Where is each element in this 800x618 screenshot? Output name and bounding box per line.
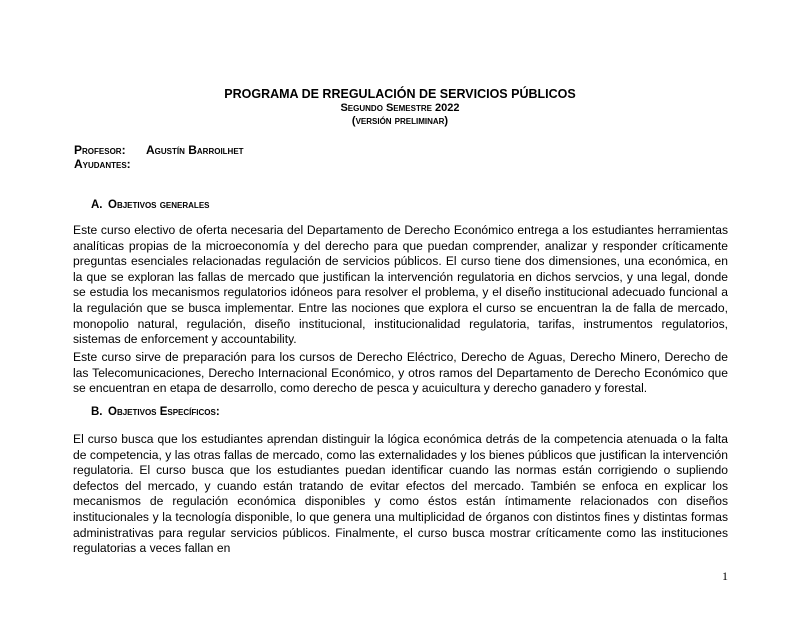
- section-a-title: Objetivos generales: [108, 199, 210, 211]
- section-a-paragraph-2: Este curso sirve de preparación para los cursos de Derecho Eléctrico, Derecho de Aguas, Derecho Minero, Derecho de las Telecomunicaciones, Derecho Internacional Económico, y otros ramos del Departamento de Derecho Económico que se encuentran en etapa de desarrollo, como derecho de pesca y acuicultura y derecho ganadero y forestal.: [73, 350, 728, 396]
- document-version: (versión preliminar): [351, 115, 449, 127]
- section-a-paragraph-1: Este curso electivo de oferta necesaria del Departamento de Derecho Económico entrega a los estudiantes herramientas analíticas propias de la microeconomía y del derecho para que puedan comprender, analizar y responder críticamente preguntas esenciales relacionadas regulación de servicios públicos. El curso tiene dos dimensiones, una económica, en la que se exploran las fallas de mercado que justifican la intervención regulatoria en dichos servcios, y una legal, donde se estudia los mecanismos regulatorios idóneos para resolver el problema, y el diseño institucional adecuado funcional a la regulación que se busca implementar. Entre las nociones que explora el curso se encuentran la de falla de mercado, monopolio natural, regulación, diseño institucional, institucionalidad regulatoria, tarifas, instrumentos regulatorios, sistemas de enforcement y accountability.: [73, 223, 728, 347]
- profesor-line: [74, 143, 244, 157]
- profesor-label: Profesor:: [74, 143, 126, 157]
- ayudantes-label: Ayudantes:: [74, 157, 131, 171]
- document-title: PROGRAMA DE RREGULACIÓN DE SERVICIOS PÚBLICOS: [224, 87, 576, 101]
- section-b-heading: [91, 406, 220, 418]
- staff-block: [74, 143, 244, 171]
- profesor-name: Agustín Barroilhet: [146, 143, 244, 157]
- ayudantes-line: [74, 157, 244, 171]
- section-b-title: Objetivos Específicos:: [108, 406, 220, 418]
- section-b-paragraph-1: El curso busca que los estudiantes aprendan distinguir la lógica económica detrás de la competencia atenuada o la falta de competencia, y las otras fallas de mercado, como las externalidades y los bienes públicos que justifican la intervención regulatoria. El curso busca que los estudiantes puedan identificar cuando las normas están corrigiendo o supliendo defectos del mercado, y cuando están tratando de evitar efectos del mercado. También se enfoca en explicar los mecanismos de regulación económica disponibles y como éstos están íntimamente relacionados con diseños institucionales y la tecnología disponible, lo que genera una multiplicidad de órganos con distintos fines y distintas formas administrativas para regular servicios públicos. Finalmente, el curso busca mostrar críticamente como las instituciones regulatorias a veces fallan en: [73, 432, 728, 556]
- page-number: 1: [722, 569, 728, 583]
- document-subtitle: Segundo Semestre 2022: [340, 102, 460, 114]
- document-header: [0, 86, 800, 128]
- section-a-letter: A.: [91, 199, 103, 211]
- section-b-letter: B.: [91, 406, 103, 418]
- section-a-heading: [91, 199, 210, 211]
